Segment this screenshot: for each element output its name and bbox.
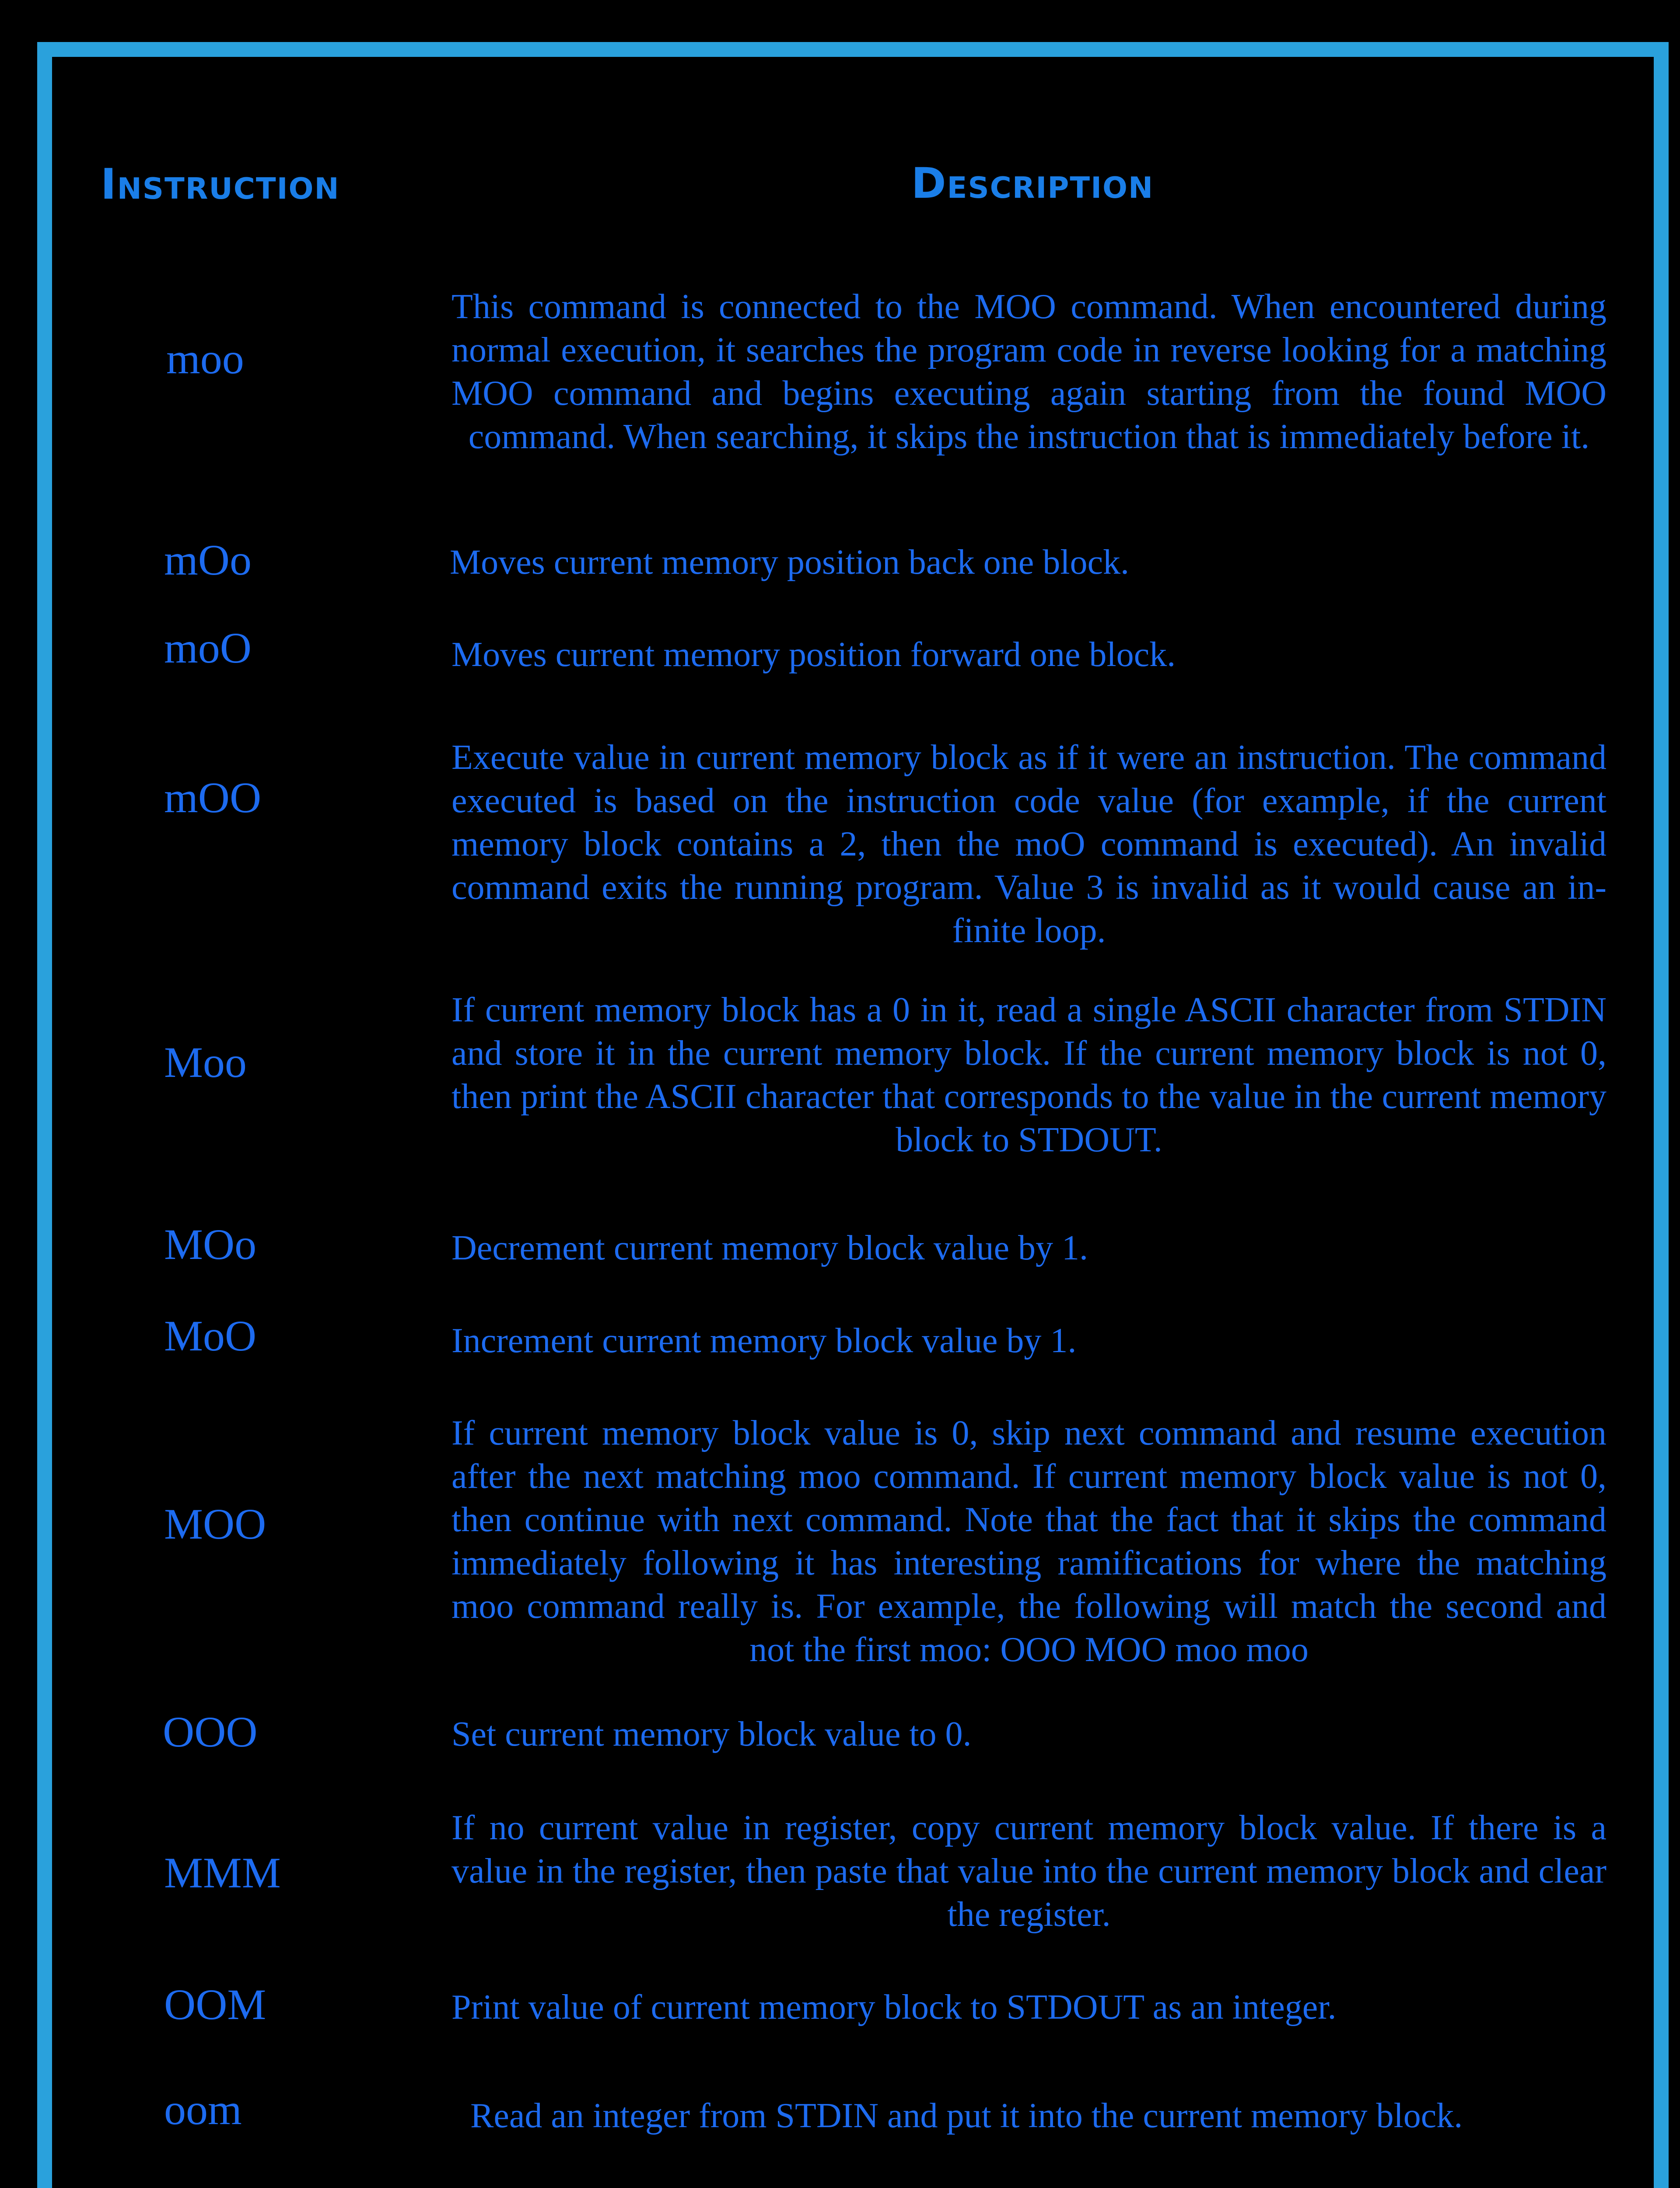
description-OOO: Set current memory block value to 0. [452,1715,972,1753]
instruction-column-header: Instruction [101,160,340,209]
instruction-MoO: MoO [164,1311,257,1360]
instruction-OOM: OOM [164,1980,266,2029]
instruction-MOO: MOO [164,1500,266,1548]
instruction-moo: moo [166,334,244,383]
instruction-mOo: mOo [164,536,252,584]
instruction-mOO: mOO [164,773,262,822]
description-oom: Read an integer from STDIN and put it into the current memory block. [470,2097,1463,2135]
instruction-MOo: MOo [164,1220,257,1269]
instruction-oom: oom [164,2085,242,2134]
description-MOO: If current memory block value is 0, skip next command and resume execution after the next matching moo command. If current memory block value is not 0, then continue with next command. Note that the fact that it skips the command immediately following it has interesting ramifications for where the matching moo command really is. For example, the following will match the second and not the first moo: OOO MOO moo moo [452,1414,1606,1669]
instruction-moO: moO [164,624,252,672]
description-column-header: Description [911,159,1154,208]
instruction-Moo: Moo [164,1038,247,1087]
description-MOo: Decrement current memory block value by 1. [452,1229,1088,1267]
instruction-MMM: MMM [164,1848,281,1897]
instruction-OOO: OOO [163,1708,258,1756]
description-MMM: If no current value in register, copy current memory block value. If there is a value in the register, then paste that value into the current memory block and clear the register. [452,1809,1606,1934]
description-mOO: Execute value in current memory block as if it were an instruction. The command executed is based on the instruction code value (for example, if the current memory block contains a 2, then the moO command is executed). An invalid command exits the running program. Value 3 is invalid as it would cause an infinite loop. [452,738,1606,950]
description-OOM: Print value of current memory block to STDOUT as an integer. [452,1988,1337,2027]
description-moo: This command is connected to the MOO command. When encountered during normal execution, it searches the program code in reverse looking for a matching MOO command and begins executing again starting from the found MOO command. When searching, it skips the instruction that is immediately before it. [452,288,1606,456]
description-MoO: Increment current memory block value by 1. [452,1322,1077,1360]
description-moO: Moves current memory position forward one block. [452,635,1176,674]
description-Moo: If current memory block has a 0 in it, read a single ASCII character from STDIN and store it in the current memory block. If the current memory block is not 0, then print the ASCII character that corresponds to the value in the current memory block to STDOUT. [452,991,1606,1159]
description-mOo: Moves current memory position back one block. [450,543,1129,582]
